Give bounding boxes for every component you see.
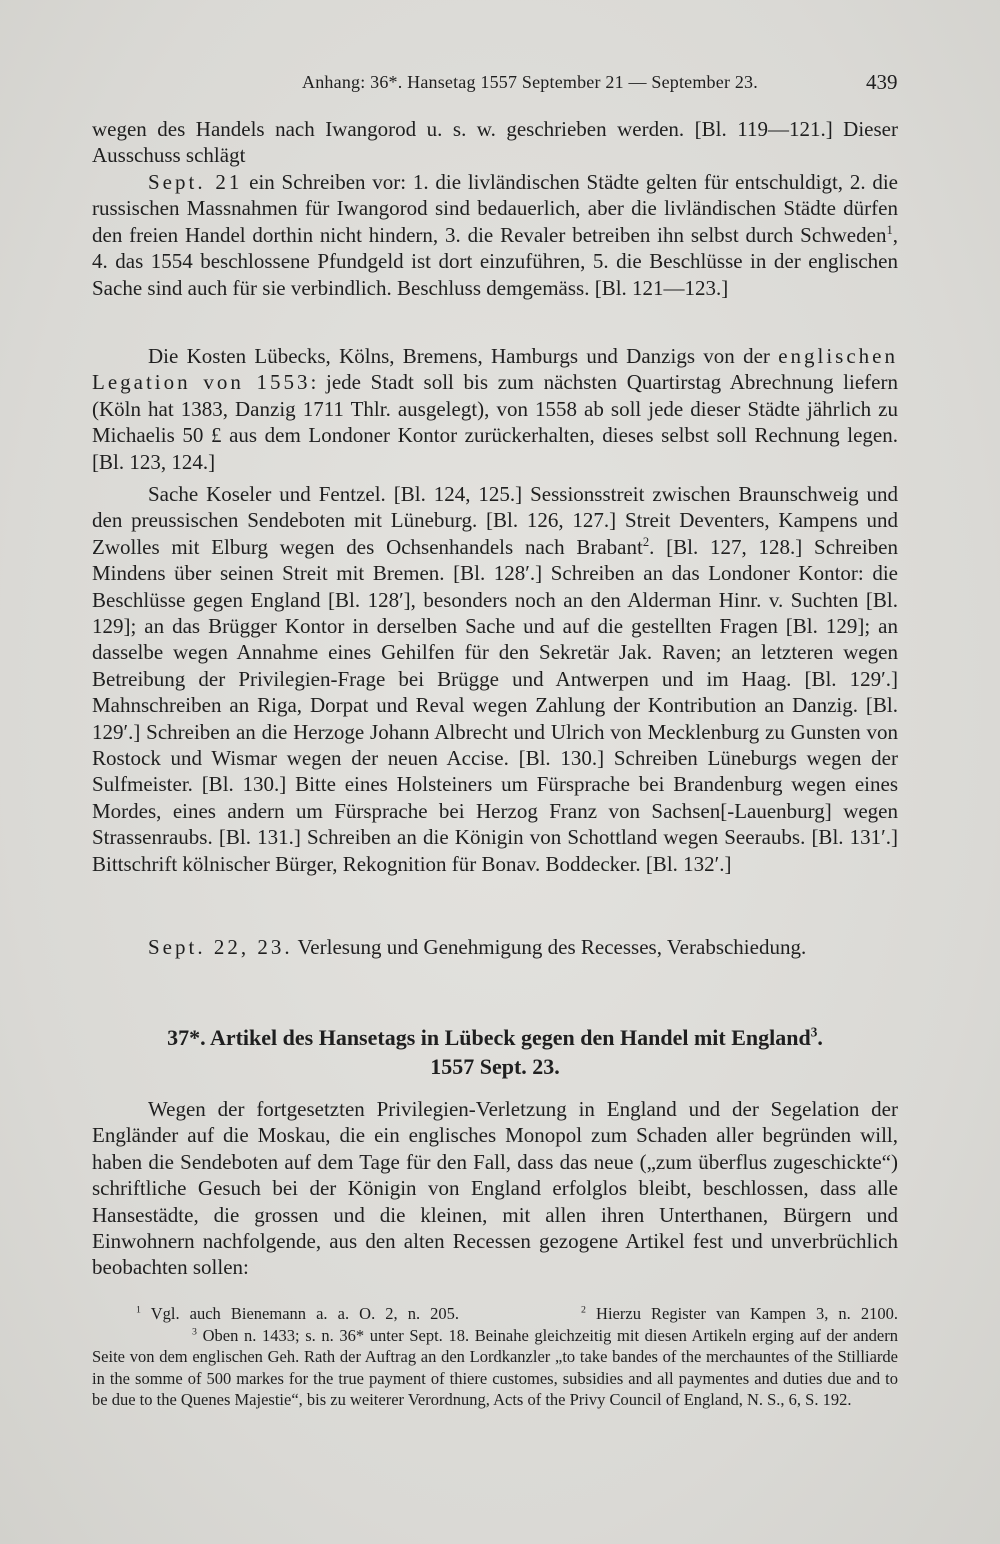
footnote-3: Oben n. 1433; s. n. 36* unter Sept. 18. Beinahe gleichzeitig mit diesen Artikeln erging auf der andern Seite von dem englischen Geh. Rath der Auftrag an den Lordkanzler „to take bandes of the merchauntes of the Stilliarde in the somme of 500 markes for the true payment of thiere customes, subsidies and all paymentes and duties due and to be due to the Quenes Majestie“, bis zu weiterer Verordnung, Acts of the Privy Council of England, N. S., 6, S. 192. — [92, 1325, 898, 1409]
paragraph-5 — [92, 934, 898, 960]
paragraph-5-text: Verlesung und Genehmigung des Recesses, Verabschiedung. — [292, 935, 807, 959]
footnote-3-mark: 3 — [192, 1326, 197, 1337]
running-head: Anhang: 36*. Hansetag 1557 September 21 — September 23. — [302, 72, 758, 92]
paragraph-3-text-a: Die Kosten Lübecks, Kölns, Bremens, Hamburgs und Danzigs von der — [148, 344, 779, 368]
date-lead: Sept. 22, 23. — [148, 935, 293, 959]
paragraph-4-text-b: . [Bl. 127, 128.] Schreiben Mindens über seinen Streit mit Bremen. [Bl. 128′.] Schreiben an das Londoner Kontor: die Beschlüsse gegen England [Bl. 128′], besonders noch an den Alderman Hinr. v. Suchten [Bl. 129]; an das Brügger Kontor in derselben Sache und auf die gestellten Fragen [Bl. 129]; an dasselbe wegen Annahme eines Gehilfen für den Sekretär Jak. Raven; an letzteren wegen Betreibung der Privilegien-Frage bei Brügge und Antwerpen und im Haag. [Bl. 129′.] Mahnschreiben an Riga, Dorpat und Reval wegen Zahlung der Kontribution an Danzig. [Bl. 129′.] Schreiben an die Herzoge Johann Albrecht und Ulrich von Mecklenburg zu Gunsten von Rostock und Wismar wegen der neuen Accise. [Bl. 130.] Schreiben Lüneburgs wegen der Sulfmeister. [Bl. 130.] Bitte eines Holsteiners um Fürsprache bei Brandenburg wegen eines Mordes, eines andern um Fürsprache bei Herzog Franz von Sachsen[-Lauenburg] wegen Strassenraubs. [Bl. 131.] Schreiben an die Königin von Schottland wegen Seeraubs. [Bl. 131′.] Bittschrift kölnischer Bürger, Rekognition für Bonav. Boddecker. [Bl. 132′.] — [92, 534, 898, 876]
footnote-ref-2: 2 — [642, 534, 650, 549]
footnote-ref-1: 1 — [886, 222, 893, 237]
section-body: Wegen der fortgesetzten Privilegien-Verletzung in England und der Segelation der Engländer auf die Moskau, die ein englisches Monopol zum Schaden aller begründen will, haben die Sendeboten auf dem Tage für den Fall, dass das neue („zum überflus zugeschickte“) schriftliche Gesuch bei der Königin von England erfolglos bleibt, beschlossen, dass alle Hansestädte, die grossen und die kleinen, mit allen ihren Unterthanen, Bürgern und Einwohnern nachfolgende, aus den alten Recessen gezogene Artikel fest und unverbrüchlich beobachten sollen: — [92, 1097, 898, 1280]
page-number: 439 — [866, 70, 898, 94]
footnote-ref-3: 3 — [810, 1024, 818, 1040]
spaced-phrase: englischen Legation von 1553 — [92, 344, 898, 395]
paragraph-3-text-b: : jede Stadt soll bis zum nächsten Quartirstag Abrechnung liefern (Köln hat 1383, Danzig 1711 Thlr. ausgelegt), von 1558 ab soll jede dieser Städte jährlich zu Michaelis 50 £ aus dem Londoner Kontor zurückerhalten, dieses selbst soll Rechnung legen. [Bl. 123, 124.] — [92, 370, 898, 474]
footnote-1: Vgl. auch Bienemann a. a. O. 2, n. 205. — [140, 1304, 460, 1323]
section-date: 1557 Sept. 23. — [430, 1054, 560, 1079]
date-lead: Sept. 21 — [148, 170, 243, 194]
footnote-2-mark: 2 — [581, 1304, 586, 1316]
paragraph-2-text-b: , 4. das 1554 beschlossene Pfundgeld ist dort einzuführen, 5. die Beschlüsse in der englischen Sache sind auch für sie verbindlich. Beschluss demgemäss. [Bl. 121—123.] — [92, 222, 898, 300]
paragraph-1: wegen des Handels nach Iwangorod u. s. w. geschrieben werden. [Bl. 119—121.] Dieser Ausschuss schlägt — [92, 117, 898, 168]
footnote-2: Hierzu Register van Kampen 3, n. 2100. — [585, 1304, 898, 1323]
footnotes — [92, 1303, 898, 1411]
paragraph-3 — [92, 343, 898, 475]
footnote-1-mark: 1 — [136, 1304, 141, 1316]
paragraph-4-text-a: Sache Koseler und Fentzel. [Bl. 124, 125.] Sessionsstreit zwischen Braunschweig und den preussischen Sendeboten mit Lüneburg. [Bl. 126, 127.] Streit Deventers, Kampens und Zwolles mit Elburg wegen des Ochsenhandels nach Brabant — [92, 482, 898, 559]
paragraph-2 — [92, 169, 898, 301]
section-title: 37*. Artikel des Hansetags in Lübeck gegen den Handel mit England$^3$. — [167, 1024, 823, 1050]
paragraph-2-text-a: ein Schreiben vor: 1. die livländischen Städte gelten für entschuldigt, 2. die russischen Massnahmen für Iwangorod sind bedauerlich, aber die livländischen Städte dürfen den freien Handel dorthin nicht hindern, 3. die Revaler betreiben ihn selbst durch Schweden — [92, 170, 898, 247]
paragraph-4 — [92, 481, 898, 877]
